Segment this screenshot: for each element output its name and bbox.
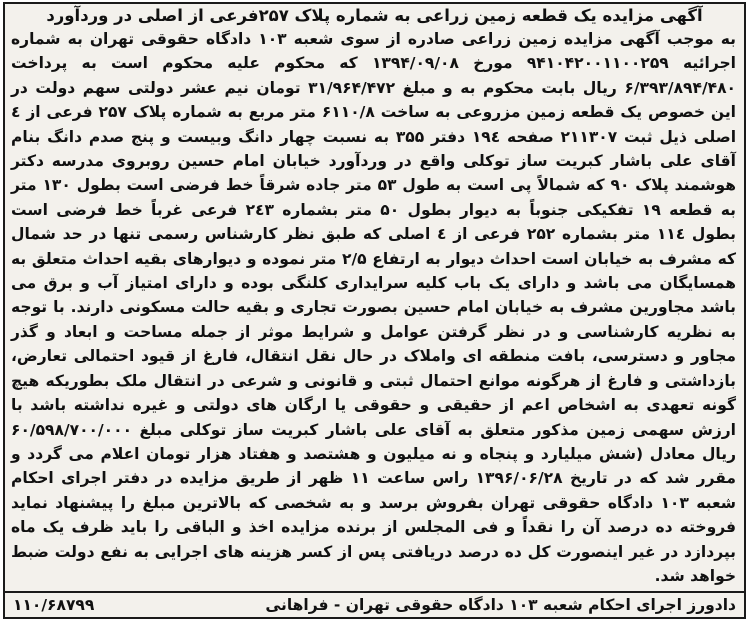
notice-body: به موجب آگهی مزایده زمین زراعی صادره از سوی شعبه ۱۰۳ دادگاه حقوقی تهران به شماره اجرائیه ۹۴۱۰۴۲۰۰۱۱۰۰۲۵۹ مورخ ۱۳۹۴/۰۹/۰۸ که محکوم علیه محکوم است به پرداخت ۶/۳۹۳/۸۹۴/۴۸۰ ریال بابت محکوم به و مبلغ ۳۱/۹۶۴/۴۷۲ تومان نیم عشر دولتی سهم دولت در این خصوص یک قطعه زمین مزروعی به ساخت ۶۱۱۰/۸ متر مربع به شماره پلاک ۲۵۷ فرعی از ٤ اصلی ذیل ثبت ۲۱۱۳۰۷ صفحه ۱۹٤ دفتر ۳۵۵ به نسبت چهار دانگ وبیست و پنج صدم دانگ بنام آقای علی باشار کبریت ساز توکلی واقع در وردآورد خیابان امام حسین روبروی مدرسه دکتر هوشمند پلاک ۹۰ که شمالاً پی است به طول ۵۳ متر جاده شرقاً خط فرضی است بطول ۱۳۰ متر به قطعه ۱۹ تفکیکی جنوباً به دیوار بطول ۵۰ متر بشماره ۲٤۳ فرعی غرباً خط فرضی است بطول ۱۱٤ متر بشماره ۲۵۲ فرعی از ٤ اصلی که طبق نظر کارشناس رسمی تنها در حد شمال که مشرف به خیابان است احداث دیوار به ارتفاع ۲/۵ متر نموده و دیوارهای بقیه احداث متعلق به همسایگان می باشد و دارای یک باب کلیه سرایداری کلنگی بوده و دارای امتیاز آب و برق می باشد مجاورین مشرف به خیابان امام حسین بصورت تجاری و بقیه حالت مسکونی دارند. با توجه به نظریه کارشناسی و در نظر گرفتن عوامل و شرایط موثر از جمله مساحت و ابعاد و گذر مجاور و دسترسی، بافت منطقه ای واملاک در حال نقل انتقال، فارغ از قیود احتمالی تعارض، بازداشتی و فارغ از هرگونه موانع احتمال ثبتی و قانونی و شرعی در انتقال ملک بطوریکه هیچ گونه تعهدی به اشخاص اعم از حقیقی و حقوقی یا ارگان های دولتی و غیره نداشته باشد با ارزش سهمی زمین مذکور متعلق به آقای علی باشار کبریت ساز توکلی مبلغ ۶۰/۵۹۸/۷۰۰/۰۰۰ ریال معادل (شش میلیارد و پنجاه و نه میلیون و هشتصد و هفتاد هزار تومان اعلام می گردد و مقرر شد که در تاریخ ۱۳۹۶/۰۶/۲۸ راس ساعت ۱۱ ظهر از طریق مزایده در دفتر اجرای احکام شعبه ۱۰۳ دادگاه حقوقی تهران بفروش برسد و به شخصی که بالاترین مبلغ را پیشنهاد نماید فروخته ده درصد آن را نقداً و فی المجلس از برنده مزایده اخذ و الباقی را باید ظرف یک ماه بپردازد در غیر اینصورت کل ده درصد دریافتی پس از کسر هزینه های اجرایی به نفع دولت ضبط خواهد شد. <box>11 30 737 585</box>
notice-issuer: دادورز اجرای احکام شعبه ۱۰۳ دادگاه حقوقی تهران - فراهانی <box>265 596 736 614</box>
notice-footer <box>5 591 744 617</box>
notice-reference-number: ۱۱۰/۶۸۷۹۹ <box>13 596 95 614</box>
legal-notice <box>3 2 746 619</box>
notice-title: آگهی مزایده یک قطعه زمین زراعی به شماره پلاک ۲۵۷فرعی از اصلی در وردآورد <box>46 6 703 25</box>
